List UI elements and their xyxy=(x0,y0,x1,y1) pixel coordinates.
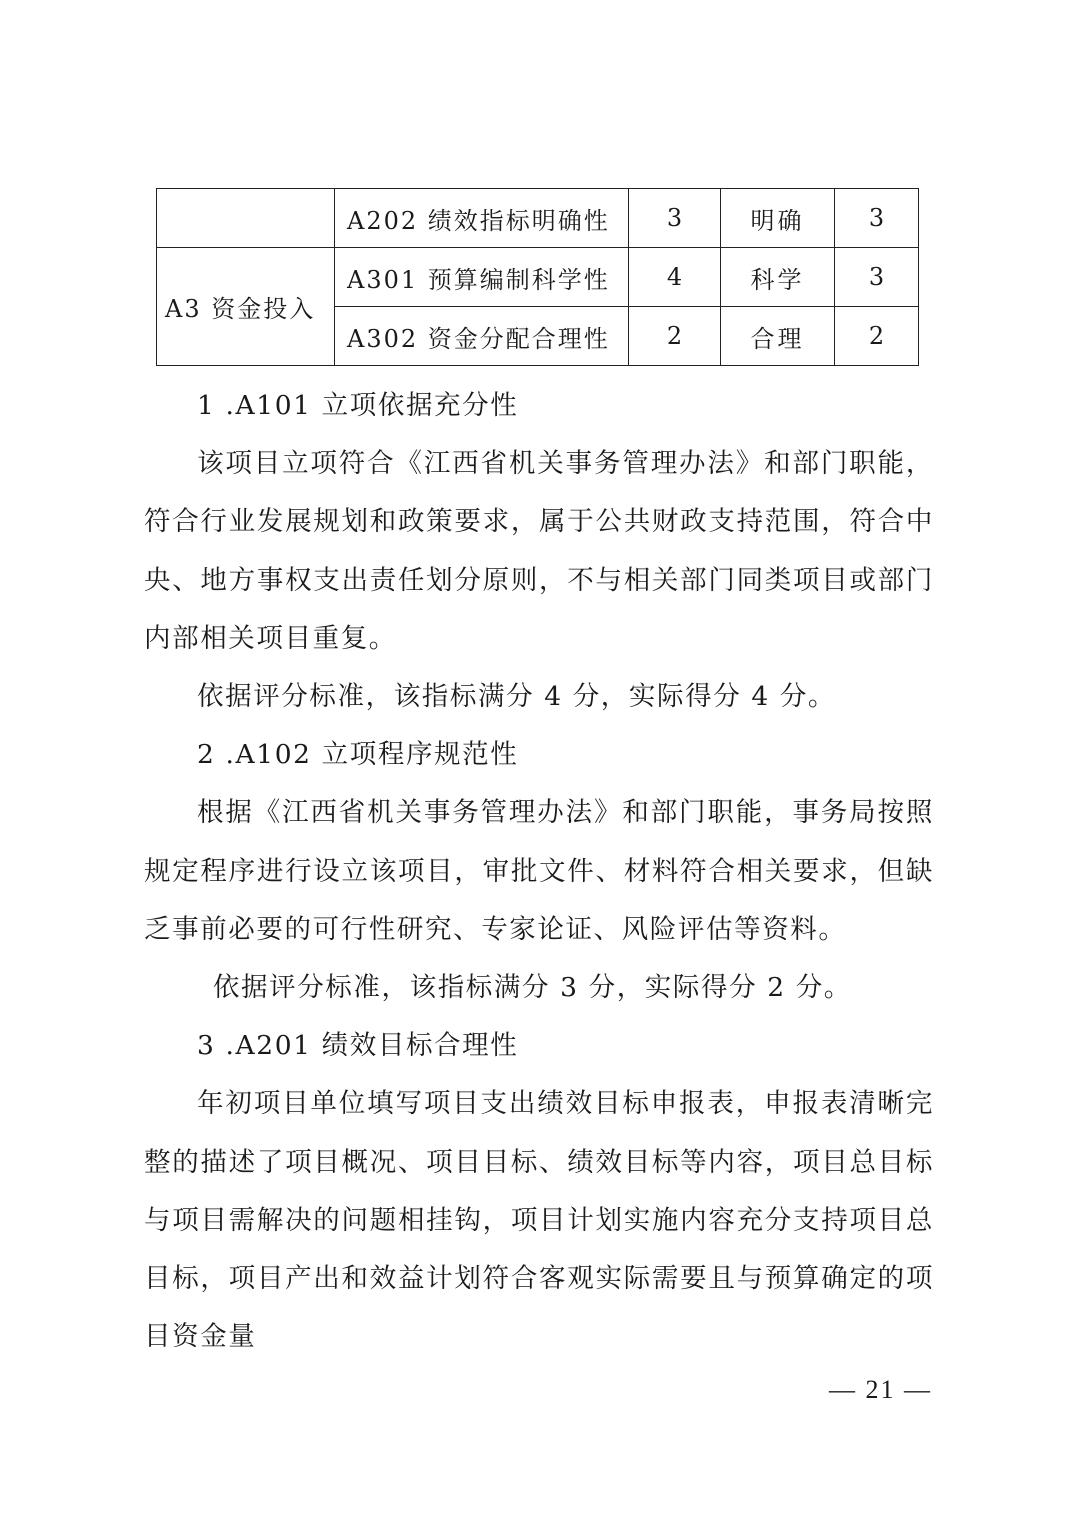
paragraph-a101-score: 依据评分标准，该指标满分 4 分，实际得分 4 分。 xyxy=(197,681,837,713)
score-cell: 2 xyxy=(835,307,919,366)
paragraph-a201-description: 年初项目单位填写项目支出绩效目标申报表，申报表清晰完整的描述了项目概况、项目目标、绩效目标等内容，项目总目标与项目需解决的问题相挂钩，项目计划实施内容充分支持项目总目标，项目产出和效益计划符合客观实际需要且与预算确定的项目资金量 xyxy=(144,1088,934,1353)
level1-cell xyxy=(157,189,335,248)
standard-cell: 明确 xyxy=(721,189,835,248)
level1-cell: A3 资金投入 xyxy=(157,248,335,366)
table-row xyxy=(157,189,919,248)
score-table xyxy=(156,188,919,366)
level2-cell: A302 资金分配合理性 xyxy=(335,307,629,366)
section-heading-a201: 3 .A201 绩效目标合理性 xyxy=(197,1030,519,1062)
weight-cell: 2 xyxy=(629,307,721,366)
paragraph-a101-description: 该项目立项符合《江西省机关事务管理办法》和部门职能，符合行业发展规划和政策要求，属于公共财政支持范围，符合中央、地方事权支出责任划分原则，不与相关部门同类项目或部门内部相关项目重复。 xyxy=(144,448,934,654)
level2-cell: A301 预算编制科学性 xyxy=(335,248,629,307)
standard-cell: 合理 xyxy=(721,307,835,366)
section-heading-a102: 2 .A102 立项程序规范性 xyxy=(197,739,519,771)
section-heading-a101: 1 .A101 立项依据充分性 xyxy=(197,390,519,421)
standard-cell: 科学 xyxy=(721,248,835,307)
page-number: — 21 — xyxy=(829,1375,932,1404)
weight-cell: 4 xyxy=(629,248,721,307)
score-cell: 3 xyxy=(835,248,919,307)
weight-cell: 3 xyxy=(629,189,721,248)
score-cell: 3 xyxy=(835,189,919,248)
level2-cell: A202 绩效指标明确性 xyxy=(335,189,629,248)
paragraph-a102-score: 依据评分标准，该指标满分 3 分，实际得分 2 分。 xyxy=(212,972,852,1004)
table-row xyxy=(157,248,919,307)
body-text xyxy=(144,377,934,1366)
paragraph-a102-description: 根据《江西省机关事务管理办法》和部门职能，事务局按照规定程序进行设立该项目，审批文件、材料符合相关要求，但缺乏事前必要的可行性研究、专家论证、风险评估等资料。 xyxy=(144,797,934,945)
